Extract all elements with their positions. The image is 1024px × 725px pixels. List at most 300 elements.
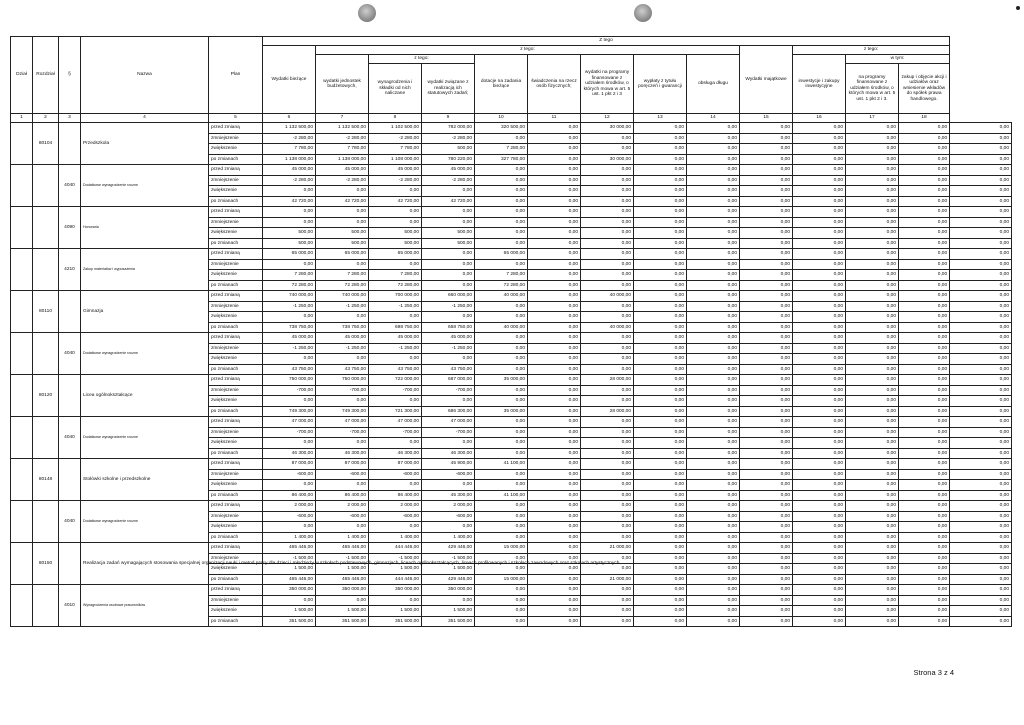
amount-cell: 1 138 000,00 xyxy=(316,154,369,165)
amount-cell: 0,00 xyxy=(581,459,634,470)
amount-cell: 45 300,00 xyxy=(422,490,475,501)
amount-cell: 0,00 xyxy=(740,616,793,627)
amount-cell: 658 750,00 xyxy=(422,322,475,333)
amount-cell: 0,00 xyxy=(793,175,846,186)
amount-cell: 0,00 xyxy=(687,490,740,501)
amount-cell: 0,00 xyxy=(740,343,793,354)
amount-cell: -2 280,00 xyxy=(316,175,369,186)
amount-cell: 87 000,00 xyxy=(369,459,422,470)
amount-cell: 0,00 xyxy=(369,354,422,365)
amount-cell: 1 500,00 xyxy=(369,564,422,575)
amount-cell: 0,00 xyxy=(687,322,740,333)
amount-cell: 0,00 xyxy=(846,133,899,144)
amount-cell: 0,00 xyxy=(950,280,1012,291)
amount-cell: 1 500,00 xyxy=(263,564,316,575)
amount-cell: 30 000,00 xyxy=(581,123,634,134)
amount-cell: 47 000,00 xyxy=(316,417,369,428)
amount-cell: 0,00 xyxy=(634,480,687,491)
amount-cell: 0,00 xyxy=(793,196,846,207)
binder-hole-right xyxy=(634,4,652,22)
item-name: Dodatkowe wynagrodzenie roczne xyxy=(81,417,209,459)
amount-cell: 0,00 xyxy=(475,196,528,207)
amount-cell: 0,00 xyxy=(740,186,793,197)
amount-cell: 0,00 xyxy=(634,574,687,585)
amount-cell: 782 000,00 xyxy=(422,123,475,134)
amount-cell: 0,00 xyxy=(528,406,581,417)
amount-cell: 0,00 xyxy=(687,165,740,176)
amount-cell: 0,00 xyxy=(634,490,687,501)
amount-cell: 47 000,00 xyxy=(369,417,422,428)
amount-cell: 0,00 xyxy=(950,480,1012,491)
amount-cell: 0,00 xyxy=(422,396,475,407)
change-type-label: po zmianach xyxy=(209,532,263,543)
amount-cell: 350 000,00 xyxy=(369,585,422,596)
amount-cell: 43 750,00 xyxy=(263,364,316,375)
amount-cell: 0,00 xyxy=(740,291,793,302)
amount-cell: 0,00 xyxy=(687,280,740,291)
amount-cell: 42 720,00 xyxy=(422,196,475,207)
amount-cell: 0,00 xyxy=(793,144,846,155)
amount-cell: 0,00 xyxy=(528,312,581,323)
col-rozdzial: Rozdział xyxy=(33,37,59,114)
dzial-cell xyxy=(11,585,33,627)
dzial-cell xyxy=(11,333,33,375)
amount-cell: 40 000,00 xyxy=(475,291,528,302)
amount-cell: 0,00 xyxy=(899,459,950,470)
amount-cell: 0,00 xyxy=(793,238,846,249)
amount-cell: 15 000,00 xyxy=(475,574,528,585)
amount-cell: 0,00 xyxy=(899,196,950,207)
change-type-label: zwiększenie xyxy=(209,396,263,407)
amount-cell: 0,00 xyxy=(528,144,581,155)
amount-cell: 0,00 xyxy=(634,427,687,438)
amount-cell: 0,00 xyxy=(793,249,846,260)
amount-cell: 0,00 xyxy=(475,217,528,228)
amount-cell: 0,00 xyxy=(528,333,581,344)
amount-cell: -2 280,00 xyxy=(263,133,316,144)
amount-cell: 0,00 xyxy=(581,196,634,207)
amount-cell: 0,00 xyxy=(634,343,687,354)
amount-cell: 0,00 xyxy=(634,312,687,323)
amount-cell: -700,00 xyxy=(369,427,422,438)
amount-cell: 0,00 xyxy=(846,207,899,218)
paragraph-code xyxy=(59,291,81,333)
amount-cell: 0,00 xyxy=(422,186,475,197)
page-number: Strona 3 z 4 xyxy=(913,668,954,677)
amount-cell: 0,00 xyxy=(793,427,846,438)
amount-cell: 0,00 xyxy=(740,333,793,344)
amount-cell: 0,00 xyxy=(581,259,634,270)
amount-cell: -2 280,00 xyxy=(422,133,475,144)
amount-cell: 0,00 xyxy=(740,259,793,270)
amount-cell: 0,00 xyxy=(475,417,528,428)
amount-cell: 0,00 xyxy=(846,375,899,386)
amount-cell: 1 102 500,00 xyxy=(369,123,422,134)
amount-cell: 0,00 xyxy=(581,175,634,186)
amount-cell: 0,00 xyxy=(899,123,950,134)
change-type-label: zwiększenie xyxy=(209,144,263,155)
amount-cell: 465 446,00 xyxy=(316,543,369,554)
amount-cell: 0,00 xyxy=(475,301,528,312)
amount-cell: 72 280,00 xyxy=(369,280,422,291)
amount-cell: 0,00 xyxy=(950,490,1012,501)
paragraph-code xyxy=(59,375,81,417)
amount-cell: 0,00 xyxy=(687,532,740,543)
amount-cell: 0,00 xyxy=(634,564,687,575)
amount-cell: 0,00 xyxy=(528,228,581,239)
amount-cell: 0,00 xyxy=(316,480,369,491)
amount-cell: 0,00 xyxy=(740,280,793,291)
amount-cell: 0,00 xyxy=(950,427,1012,438)
amount-cell: 0,00 xyxy=(899,270,950,281)
amount-cell: 0,00 xyxy=(846,154,899,165)
amount-cell: 0,00 xyxy=(793,511,846,522)
amount-cell: 0,00 xyxy=(581,270,634,281)
amount-cell: 0,00 xyxy=(950,574,1012,585)
amount-cell: 0,00 xyxy=(740,511,793,522)
amount-cell: 0,00 xyxy=(634,396,687,407)
amount-cell: 0,00 xyxy=(793,553,846,564)
rozdzial-code xyxy=(33,417,59,459)
amount-cell: 0,00 xyxy=(950,585,1012,596)
col-dotacje: dotacje na zadania bieżące xyxy=(475,55,528,114)
rozdzial-code: 80148 xyxy=(33,459,59,501)
amount-cell: 0,00 xyxy=(899,595,950,606)
amount-cell: 0,00 xyxy=(422,354,475,365)
change-type-label: po zmianach xyxy=(209,448,263,459)
amount-cell: 0,00 xyxy=(950,522,1012,533)
amount-cell: 0,00 xyxy=(263,354,316,365)
amount-cell: 0,00 xyxy=(528,532,581,543)
amount-cell: 0,00 xyxy=(740,301,793,312)
amount-cell: 0,00 xyxy=(793,564,846,575)
table-row xyxy=(11,249,1012,260)
amount-cell: 0,00 xyxy=(687,595,740,606)
amount-cell: 46 300,00 xyxy=(263,448,316,459)
amount-cell: 465 446,00 xyxy=(263,543,316,554)
column-number: 18 xyxy=(899,114,950,123)
amount-cell: 0,00 xyxy=(899,322,950,333)
amount-cell: 0,00 xyxy=(950,448,1012,459)
amount-cell: 1 400,00 xyxy=(369,532,422,543)
amount-cell: 0,00 xyxy=(528,217,581,228)
amount-cell: 0,00 xyxy=(846,585,899,596)
col-obsluga-dlugu: obsługa długu xyxy=(687,55,740,114)
amount-cell: 738 750,00 xyxy=(316,322,369,333)
amount-cell: 0,00 xyxy=(899,511,950,522)
amount-cell: 0,00 xyxy=(950,385,1012,396)
amount-cell: 0,00 xyxy=(740,522,793,533)
amount-cell: -600,00 xyxy=(316,511,369,522)
amount-cell: 0,00 xyxy=(846,280,899,291)
col-na-programy: na programy finansowane z udziałem środków, o których mowa w art. 5 ust. 1 pkt 2 i 3. xyxy=(846,64,899,114)
amount-cell: 0,00 xyxy=(687,427,740,438)
amount-cell: 0,00 xyxy=(950,238,1012,249)
amount-cell: 0,00 xyxy=(634,133,687,144)
amount-cell: 0,00 xyxy=(793,522,846,533)
amount-cell: 429 446,00 xyxy=(422,543,475,554)
amount-cell: 0,00 xyxy=(793,259,846,270)
item-name: Wynagrodzenia osobowe pracowników xyxy=(81,585,209,627)
amount-cell: 0,00 xyxy=(740,427,793,438)
amount-cell: 0,00 xyxy=(793,490,846,501)
amount-cell: 0,00 xyxy=(899,417,950,428)
amount-cell: -2 280,00 xyxy=(316,133,369,144)
amount-cell: 0,00 xyxy=(793,354,846,365)
column-number: 11 xyxy=(528,114,581,123)
column-number-row xyxy=(11,114,1012,123)
amount-cell: -700,00 xyxy=(263,427,316,438)
amount-cell: 350 000,00 xyxy=(422,585,475,596)
amount-cell: 0,00 xyxy=(316,312,369,323)
amount-cell: 0,00 xyxy=(740,574,793,585)
amount-cell: 0,00 xyxy=(740,385,793,396)
amount-cell: 0,00 xyxy=(740,270,793,281)
amount-cell: 0,00 xyxy=(899,133,950,144)
dzial-cell xyxy=(11,417,33,459)
amount-cell: 0,00 xyxy=(581,616,634,627)
amount-cell: 0,00 xyxy=(899,469,950,480)
amount-cell: 0,00 xyxy=(687,385,740,396)
amount-cell: 0,00 xyxy=(475,501,528,512)
amount-cell: 0,00 xyxy=(581,133,634,144)
rozdzial-code xyxy=(33,333,59,375)
amount-cell: 0,00 xyxy=(793,459,846,470)
amount-cell: 0,00 xyxy=(846,238,899,249)
amount-cell: 0,00 xyxy=(740,438,793,449)
amount-cell: 350 000,00 xyxy=(316,585,369,596)
amount-cell: 0,00 xyxy=(687,511,740,522)
amount-cell: 351 500,00 xyxy=(422,616,475,627)
amount-cell: 0,00 xyxy=(581,207,634,218)
amount-cell: 0,00 xyxy=(899,364,950,375)
amount-cell: 0,00 xyxy=(634,585,687,596)
paragraph-code: 4040 xyxy=(59,417,81,459)
amount-cell: 0,00 xyxy=(687,438,740,449)
amount-cell: -600,00 xyxy=(263,511,316,522)
rozdzial-code xyxy=(33,165,59,207)
amount-cell: 0,00 xyxy=(793,501,846,512)
change-type-label: przed zmianą xyxy=(209,417,263,428)
amount-cell: 738 750,00 xyxy=(263,322,316,333)
amount-cell: 0,00 xyxy=(634,364,687,375)
amount-cell: 0,00 xyxy=(899,585,950,596)
amount-cell: 0,00 xyxy=(475,480,528,491)
dzial-cell xyxy=(11,501,33,543)
amount-cell: 0,00 xyxy=(316,396,369,407)
amount-cell: -1 250,00 xyxy=(316,343,369,354)
amount-cell: 0,00 xyxy=(950,249,1012,260)
amount-cell: 0,00 xyxy=(950,543,1012,554)
table-row xyxy=(11,585,1012,596)
amount-cell: 0,00 xyxy=(369,438,422,449)
amount-cell: 0,00 xyxy=(634,165,687,176)
amount-cell: 0,00 xyxy=(899,280,950,291)
amount-cell: 721 300,00 xyxy=(369,406,422,417)
amount-cell: 0,00 xyxy=(793,574,846,585)
amount-cell: 0,00 xyxy=(846,123,899,134)
amount-cell: 0,00 xyxy=(950,354,1012,365)
amount-cell: 0,00 xyxy=(846,480,899,491)
amount-cell: 500,00 xyxy=(263,228,316,239)
amount-cell: 0,00 xyxy=(422,438,475,449)
amount-cell: 7 780,00 xyxy=(369,144,422,155)
amount-cell: 1 500,00 xyxy=(316,606,369,617)
amount-cell: 320 500,00 xyxy=(475,123,528,134)
amount-cell: 0,00 xyxy=(369,207,422,218)
change-type-label: zwiększenie xyxy=(209,564,263,575)
rozdzial-code: 80104 xyxy=(33,123,59,165)
amount-cell: 0,00 xyxy=(793,375,846,386)
amount-cell: 1 132 500,00 xyxy=(263,123,316,134)
amount-cell: 0,00 xyxy=(475,427,528,438)
amount-cell: 0,00 xyxy=(950,312,1012,323)
amount-cell: 7 280,00 xyxy=(475,270,528,281)
amount-cell: 0,00 xyxy=(846,564,899,575)
paragraph-code xyxy=(59,459,81,501)
paragraph-code: 4040 xyxy=(59,333,81,375)
amount-cell: 500,00 xyxy=(369,238,422,249)
amount-cell: 0,00 xyxy=(528,270,581,281)
amount-cell: 0,00 xyxy=(528,175,581,186)
amount-cell: 0,00 xyxy=(634,249,687,260)
amount-cell: 0,00 xyxy=(528,427,581,438)
amount-cell: 0,00 xyxy=(528,459,581,470)
change-type-label: zwiększenie xyxy=(209,228,263,239)
amount-cell: 0,00 xyxy=(316,186,369,197)
amount-cell: 65 000,00 xyxy=(263,249,316,260)
amount-cell: 0,00 xyxy=(475,364,528,375)
amount-cell: 0,00 xyxy=(793,417,846,428)
amount-cell: 0,00 xyxy=(846,364,899,375)
col-zakup-akcji: zakup i objęcie akcji i udziałów oraz wniesienie wkładów do spółek prawa handlowego. xyxy=(899,64,950,114)
amount-cell: 7 780,00 xyxy=(263,144,316,155)
amount-cell: 35 000,00 xyxy=(475,375,528,386)
amount-cell: 0,00 xyxy=(950,406,1012,417)
change-type-label: przed zmianą xyxy=(209,459,263,470)
amount-cell: 0,00 xyxy=(899,175,950,186)
amount-cell: 0,00 xyxy=(687,196,740,207)
amount-cell: 0,00 xyxy=(740,543,793,554)
col-paragraph: § xyxy=(59,37,81,114)
amount-cell: 0,00 xyxy=(899,333,950,344)
col-nazwa: Nazwa xyxy=(81,37,209,114)
amount-cell: 0,00 xyxy=(950,333,1012,344)
amount-cell: 0,00 xyxy=(581,333,634,344)
amount-cell: 0,00 xyxy=(581,249,634,260)
amount-cell: 780 220,00 xyxy=(422,154,475,165)
amount-cell: 0,00 xyxy=(528,249,581,260)
amount-cell: 47 000,00 xyxy=(422,417,475,428)
amount-cell: 0,00 xyxy=(263,259,316,270)
amount-cell: 0,00 xyxy=(475,354,528,365)
amount-cell: 0,00 xyxy=(634,385,687,396)
amount-cell: 0,00 xyxy=(475,564,528,575)
amount-cell: 0,00 xyxy=(528,375,581,386)
amount-cell: 0,00 xyxy=(899,144,950,155)
amount-cell: -600,00 xyxy=(422,511,475,522)
amount-cell: 0,00 xyxy=(475,259,528,270)
amount-cell: 0,00 xyxy=(846,543,899,554)
change-type-label: po zmianach xyxy=(209,322,263,333)
amount-cell: 0,00 xyxy=(950,207,1012,218)
amount-cell: 0,00 xyxy=(634,606,687,617)
amount-cell: 0,00 xyxy=(793,322,846,333)
amount-cell: 0,00 xyxy=(581,585,634,596)
amount-cell: 0,00 xyxy=(899,480,950,491)
table-row xyxy=(11,501,1012,512)
col-wyplaty: wypłaty z tytułu poręczeń i gwarancji xyxy=(634,55,687,114)
amount-cell: 0,00 xyxy=(846,144,899,155)
amount-cell: 0,00 xyxy=(581,522,634,533)
amount-cell: 0,00 xyxy=(634,280,687,291)
header-z-tego-majatkowe: z tego: xyxy=(793,46,950,55)
amount-cell: 0,00 xyxy=(793,217,846,228)
amount-cell: 0,00 xyxy=(950,364,1012,375)
rozdzial-code xyxy=(33,249,59,291)
paragraph-code xyxy=(59,123,81,165)
amount-cell: 500,00 xyxy=(422,238,475,249)
amount-cell: 45 000,00 xyxy=(316,333,369,344)
amount-cell: 0,00 xyxy=(846,616,899,627)
change-type-label: przed zmianą xyxy=(209,333,263,344)
amount-cell: 0,00 xyxy=(846,186,899,197)
amount-cell: 42 720,00 xyxy=(369,196,422,207)
amount-cell: 0,00 xyxy=(740,165,793,176)
item-name: Gimnazja xyxy=(81,291,209,333)
amount-cell: 0,00 xyxy=(687,448,740,459)
amount-cell: 0,00 xyxy=(528,207,581,218)
amount-cell: 0,00 xyxy=(581,385,634,396)
amount-cell: -1 500,00 xyxy=(369,553,422,564)
table-row xyxy=(11,165,1012,176)
amount-cell: 0,00 xyxy=(422,522,475,533)
amount-cell: 0,00 xyxy=(687,228,740,239)
change-type-label: po zmianach xyxy=(209,406,263,417)
amount-cell: 0,00 xyxy=(740,553,793,564)
change-type-label: zmniejszenie xyxy=(209,427,263,438)
amount-cell: -2 280,00 xyxy=(369,175,422,186)
header-z-tego-biezace: z tego: xyxy=(316,46,740,55)
amount-cell: 0,00 xyxy=(899,438,950,449)
amount-cell: 0,00 xyxy=(581,417,634,428)
amount-cell: 350 000,00 xyxy=(263,585,316,596)
change-type-label: przed zmianą xyxy=(209,291,263,302)
amount-cell: 45 900,00 xyxy=(422,459,475,470)
amount-cell: 0,00 xyxy=(687,480,740,491)
amount-cell: -700,00 xyxy=(422,427,475,438)
col-swiadczenia: świadczenia na rzecz osób fizycznych; xyxy=(528,55,581,114)
amount-cell: 0,00 xyxy=(687,354,740,365)
table-row xyxy=(11,375,1012,386)
amount-cell: 0,00 xyxy=(740,480,793,491)
amount-cell: 0,00 xyxy=(740,312,793,323)
amount-cell: 0,00 xyxy=(316,207,369,218)
amount-cell: -700,00 xyxy=(422,385,475,396)
amount-cell: 0,00 xyxy=(899,543,950,554)
paragraph-code: 4040 xyxy=(59,501,81,543)
amount-cell: 41 100,00 xyxy=(475,490,528,501)
amount-cell: 0,00 xyxy=(950,154,1012,165)
amount-cell: 0,00 xyxy=(634,543,687,554)
amount-cell: 0,00 xyxy=(581,280,634,291)
amount-cell: 0,00 xyxy=(793,406,846,417)
amount-cell: 0,00 xyxy=(528,322,581,333)
amount-cell: 0,00 xyxy=(369,522,422,533)
header-z-tego-jednostek: z tego: xyxy=(369,55,475,64)
amount-cell: 0,00 xyxy=(263,595,316,606)
amount-cell: 351 500,00 xyxy=(316,616,369,627)
